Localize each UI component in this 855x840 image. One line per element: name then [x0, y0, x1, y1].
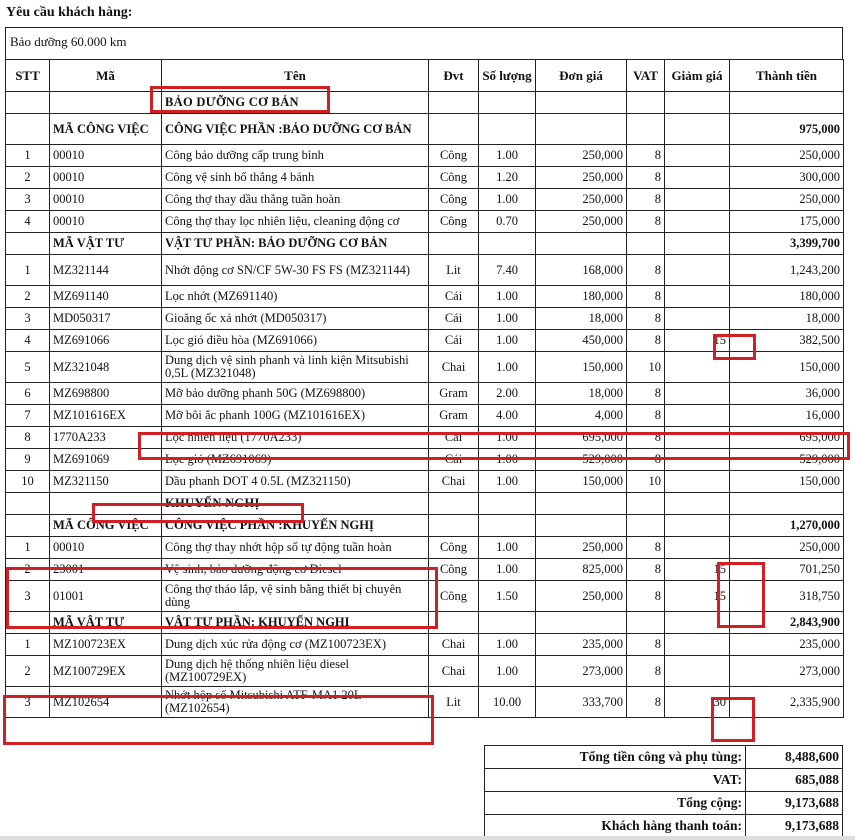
col-ten: Tên	[162, 60, 429, 92]
cell-qty: 1.00	[479, 145, 536, 167]
cell-price: 18,000	[536, 383, 627, 405]
table-row	[6, 427, 844, 449]
cell-total: 18,000	[730, 308, 844, 330]
cell-dvt: Công	[429, 189, 479, 211]
empty-cell	[627, 612, 665, 634]
cell-dvt: Công	[429, 211, 479, 233]
cell-vat: 8	[627, 559, 665, 581]
cell-stt: 1	[6, 145, 50, 167]
vat-value: 685,088	[746, 769, 843, 792]
cell-stt: 2	[6, 167, 50, 189]
cell-stt: 3	[6, 308, 50, 330]
cell-ma: MZ102654	[50, 687, 162, 718]
cell-discount	[665, 167, 730, 189]
cell-ten: Dung dịch hệ thống nhiên liệu diesel (MZ100729EX)	[162, 656, 429, 687]
cell-dvt: Công	[429, 145, 479, 167]
cell-qty: 2.00	[479, 383, 536, 405]
group-name: VẬT TƯ PHẦN: BẢO DƯỠNG CƠ BẢN	[162, 233, 429, 255]
empty-cell	[627, 233, 665, 255]
empty-cell	[627, 92, 665, 114]
cell-qty: 1.20	[479, 167, 536, 189]
cell-qty: 1.00	[479, 352, 536, 383]
cell-stt: 1	[6, 537, 50, 559]
cell-total: 701,250	[730, 559, 844, 581]
cell-price: 250,000	[536, 189, 627, 211]
cell-ten: Gioăng ốc xả nhớt (MD050317)	[162, 308, 429, 330]
total-label: Tổng cộng:	[485, 792, 746, 815]
cell-price: 250,000	[536, 145, 627, 167]
empty-cell	[429, 515, 479, 537]
cell-qty: 1.00	[479, 634, 536, 656]
empty-cell	[6, 92, 50, 114]
cell-dvt: Công	[429, 581, 479, 612]
group-total: 2,843,900	[730, 612, 844, 634]
empty-cell	[730, 493, 844, 515]
cell-dvt: Chai	[429, 352, 479, 383]
cell-qty: 7.40	[479, 255, 536, 286]
empty-cell	[665, 92, 730, 114]
table-row	[6, 471, 844, 493]
cell-qty: 1.00	[479, 471, 536, 493]
cell-total: 16,000	[730, 405, 844, 427]
vat-label: VAT:	[485, 769, 746, 792]
cell-dvt: Cái	[429, 449, 479, 471]
cell-total: 36,000	[730, 383, 844, 405]
cell-ten: Công thợ thay lọc nhiên liệu, cleaning động cơ	[162, 211, 429, 233]
cell-ten: Dung dịch xúc rửa động cơ (MZ100723EX)	[162, 634, 429, 656]
cell-total: 695,000	[730, 427, 844, 449]
cell-dvt: Chai	[429, 634, 479, 656]
cell-discount	[665, 308, 730, 330]
cell-total: 2,335,900	[730, 687, 844, 718]
empty-cell	[479, 114, 536, 145]
empty-cell	[479, 493, 536, 515]
subtotal-label: Tổng tiền công và phụ tùng:	[485, 746, 746, 769]
cell-ten: Nhớt động cơ SN/CF 5W-30 FS FS (MZ321144)	[162, 255, 429, 286]
cell-price: 273,000	[536, 656, 627, 687]
cell-price: 333,700	[536, 687, 627, 718]
table-row	[6, 167, 844, 189]
cell-ten: Công thợ tháo lắp, vệ sinh bằng thiết bị chuyên dùng	[162, 581, 429, 612]
cell-vat: 8	[627, 687, 665, 718]
section-title-row	[6, 493, 844, 515]
cell-discount	[665, 634, 730, 656]
cell-dvt: Lit	[429, 255, 479, 286]
cell-stt: 2	[6, 559, 50, 581]
cell-total: 318,750	[730, 581, 844, 612]
cell-ma: MZ101616EX	[50, 405, 162, 427]
cell-dvt: Công	[429, 167, 479, 189]
cell-vat: 8	[627, 634, 665, 656]
summary-table	[484, 745, 843, 838]
cell-price: 235,000	[536, 634, 627, 656]
labor-group-header	[6, 515, 844, 537]
cell-qty: 10.00	[479, 687, 536, 718]
cell-price: 18,000	[536, 308, 627, 330]
table-row	[6, 537, 844, 559]
cell-discount: 15	[665, 330, 730, 352]
cell-total: 150,000	[730, 471, 844, 493]
cell-stt: 10	[6, 471, 50, 493]
cell-stt: 3	[6, 189, 50, 211]
cell-ma: 00010	[50, 211, 162, 233]
group-code-label: MÃ CÔNG VIỆC	[50, 114, 162, 145]
cell-vat: 8	[627, 383, 665, 405]
cell-qty: 1.00	[479, 308, 536, 330]
cell-ma: MZ321150	[50, 471, 162, 493]
pay-value: 9,173,688	[746, 815, 843, 838]
cell-price: 250,000	[536, 537, 627, 559]
col-discount: Giảm giá	[665, 60, 730, 92]
section-title: BẢO DƯỠNG CƠ BẢN	[162, 92, 429, 114]
cell-dvt: Công	[429, 537, 479, 559]
table-row	[6, 687, 844, 718]
col-stt: STT	[6, 60, 50, 92]
cell-stt: 1	[6, 634, 50, 656]
header-row	[6, 60, 844, 92]
cell-stt: 1	[6, 255, 50, 286]
cell-qty: 1.00	[479, 656, 536, 687]
cell-vat: 8	[627, 167, 665, 189]
group-total: 3,399,700	[730, 233, 844, 255]
cell-vat: 8	[627, 427, 665, 449]
cell-ten: Mỡ bôi ắc phanh 100G (MZ101616EX)	[162, 405, 429, 427]
cell-ten: Công bảo dưỡng cấp trung bình	[162, 145, 429, 167]
col-price: Đơn giá	[536, 60, 627, 92]
summary-vat-row	[485, 769, 843, 792]
cell-discount	[665, 405, 730, 427]
cell-stt: 9	[6, 449, 50, 471]
cell-ma: 00010	[50, 145, 162, 167]
empty-cell	[665, 233, 730, 255]
cell-stt: 8	[6, 427, 50, 449]
cell-total: 250,000	[730, 189, 844, 211]
cell-stt: 2	[6, 286, 50, 308]
empty-cell	[536, 515, 627, 537]
group-name: VẬT TƯ PHẦN: KHUYẾN NGHỊ	[162, 612, 429, 634]
table-row	[6, 559, 844, 581]
cell-ten: Lọc gió (MZ691069)	[162, 449, 429, 471]
page-bottom-edge	[0, 836, 855, 840]
section-title-row	[6, 92, 844, 114]
cell-qty: 1.50	[479, 581, 536, 612]
table-row	[6, 634, 844, 656]
cell-price: 150,000	[536, 352, 627, 383]
cell-qty: 1.00	[479, 189, 536, 211]
cell-qty: 1.00	[479, 286, 536, 308]
empty-cell	[536, 114, 627, 145]
cell-qty: 1.00	[479, 559, 536, 581]
cell-stt: 4	[6, 330, 50, 352]
cell-vat: 8	[627, 405, 665, 427]
cell-dvt: Cái	[429, 286, 479, 308]
cell-discount	[665, 427, 730, 449]
request-value: Bảo dưỡng 60.000 km	[5, 27, 843, 59]
empty-cell	[665, 612, 730, 634]
pay-label: Khách hàng thanh toán:	[485, 815, 746, 838]
cell-total: 235,000	[730, 634, 844, 656]
table-row	[6, 352, 844, 383]
cell-price: 695,000	[536, 427, 627, 449]
cell-discount	[665, 352, 730, 383]
cell-discount: 15	[665, 581, 730, 612]
cell-ma: 01001	[50, 581, 162, 612]
empty-cell	[479, 612, 536, 634]
cell-ma: MZ691069	[50, 449, 162, 471]
empty-cell	[6, 612, 50, 634]
cell-price: 180,000	[536, 286, 627, 308]
cell-discount	[665, 537, 730, 559]
cell-ma: MD050317	[50, 308, 162, 330]
cell-stt: 5	[6, 352, 50, 383]
cell-vat: 8	[627, 255, 665, 286]
cell-ten: Nhớt hộp số Mitsubishi ATF-MA1 20L (MZ102654)	[162, 687, 429, 718]
cell-vat: 8	[627, 211, 665, 233]
cell-dvt: Lit	[429, 687, 479, 718]
table-row	[6, 383, 844, 405]
cell-dvt: Gram	[429, 405, 479, 427]
cell-ma: 1770A233	[50, 427, 162, 449]
col-ma: Mã	[50, 60, 162, 92]
empty-cell	[6, 114, 50, 145]
cell-ma: 00010	[50, 167, 162, 189]
cell-ma: MZ691066	[50, 330, 162, 352]
cell-price: 529,000	[536, 449, 627, 471]
table-row	[6, 255, 844, 286]
cell-stt: 3	[6, 687, 50, 718]
cell-discount: 30	[665, 687, 730, 718]
empty-cell	[429, 612, 479, 634]
cell-price: 150,000	[536, 471, 627, 493]
labor-group-header	[6, 114, 844, 145]
cell-qty: 1.00	[479, 449, 536, 471]
empty-cell	[665, 493, 730, 515]
table-row	[6, 211, 844, 233]
cell-discount	[665, 211, 730, 233]
cell-discount	[665, 449, 730, 471]
request-label: Yêu cầu khách hàng:	[6, 5, 133, 20]
cell-ma: MZ698800	[50, 383, 162, 405]
cell-qty: 1.00	[479, 537, 536, 559]
group-code-label: MÃ VẬT TƯ	[50, 233, 162, 255]
cell-total: 180,000	[730, 286, 844, 308]
cell-total: 175,000	[730, 211, 844, 233]
cell-price: 250,000	[536, 211, 627, 233]
cell-ten: Lọc gió điều hòa (MZ691066)	[162, 330, 429, 352]
table-row	[6, 145, 844, 167]
cell-ten: Công vệ sinh bố thắng 4 bánh	[162, 167, 429, 189]
cell-dvt: Cái	[429, 330, 479, 352]
cell-vat: 10	[627, 471, 665, 493]
cell-discount: 15	[665, 559, 730, 581]
empty-cell	[429, 233, 479, 255]
table-row	[6, 581, 844, 612]
cell-price: 4,000	[536, 405, 627, 427]
parts-group-header	[6, 612, 844, 634]
empty-cell	[429, 493, 479, 515]
cell-vat: 8	[627, 537, 665, 559]
table-row	[6, 405, 844, 427]
group-code-label: MÃ VẬT TƯ	[50, 612, 162, 634]
empty-cell	[665, 515, 730, 537]
cell-ten: Công thợ thay nhớt hộp số tự động tuần hoàn	[162, 537, 429, 559]
cell-qty: 0.70	[479, 211, 536, 233]
cell-total: 150,000	[730, 352, 844, 383]
group-total: 1,270,000	[730, 515, 844, 537]
cell-qty: 1.00	[479, 330, 536, 352]
table-row	[6, 286, 844, 308]
cell-vat: 8	[627, 308, 665, 330]
total-value: 9,173,688	[746, 792, 843, 815]
cell-ma: MZ321048	[50, 352, 162, 383]
cell-dvt: Cái	[429, 308, 479, 330]
cell-total: 1,243,200	[730, 255, 844, 286]
subtotal-value: 8,488,600	[746, 746, 843, 769]
empty-cell	[6, 493, 50, 515]
group-name: CÔNG VIỆC PHẦN :KHUYẾN NGHỊ	[162, 515, 429, 537]
empty-cell	[429, 114, 479, 145]
group-total: 975,000	[730, 114, 844, 145]
table-row	[6, 449, 844, 471]
empty-cell	[6, 233, 50, 255]
cell-discount	[665, 286, 730, 308]
table-row	[6, 189, 844, 211]
empty-cell	[627, 493, 665, 515]
table-row	[6, 656, 844, 687]
cell-qty: 1.00	[479, 427, 536, 449]
cell-discount	[665, 255, 730, 286]
empty-cell	[479, 515, 536, 537]
empty-cell	[536, 493, 627, 515]
cell-ma: MZ691140	[50, 286, 162, 308]
cell-ten: Mỡ bảo dưỡng phanh 50G (MZ698800)	[162, 383, 429, 405]
empty-cell	[50, 92, 162, 114]
cell-qty: 4.00	[479, 405, 536, 427]
cell-dvt: Chai	[429, 471, 479, 493]
cell-vat: 8	[627, 449, 665, 471]
empty-cell	[536, 612, 627, 634]
cell-dvt: Cái	[429, 427, 479, 449]
cell-total: 300,000	[730, 167, 844, 189]
empty-cell	[479, 233, 536, 255]
cell-ten: Dầu phanh DOT 4 0.5L (MZ321150)	[162, 471, 429, 493]
col-qty: Số lượng	[479, 60, 536, 92]
cell-total: 273,000	[730, 656, 844, 687]
cell-discount	[665, 189, 730, 211]
cell-stt: 2	[6, 656, 50, 687]
empty-cell	[627, 515, 665, 537]
empty-cell	[50, 493, 162, 515]
empty-cell	[536, 92, 627, 114]
cell-dvt: Gram	[429, 383, 479, 405]
cell-vat: 8	[627, 656, 665, 687]
col-total: Thành tiền	[730, 60, 844, 92]
cell-ten: Dung dịch vệ sinh phanh và linh kiện Mitsubishi 0,5L (MZ321048)	[162, 352, 429, 383]
cell-price: 250,000	[536, 167, 627, 189]
cell-ten: Công thợ thay dầu thắng tuần hoàn	[162, 189, 429, 211]
quote-table	[5, 59, 844, 718]
cell-discount	[665, 471, 730, 493]
cell-vat: 8	[627, 330, 665, 352]
cell-price: 250,000	[536, 581, 627, 612]
cell-stt: 6	[6, 383, 50, 405]
cell-ma: MZ100729EX	[50, 656, 162, 687]
cell-vat: 10	[627, 352, 665, 383]
group-name: CÔNG VIỆC PHẦN :BẢO DƯỠNG CƠ BẢN	[162, 114, 429, 145]
group-code-label: MÃ CÔNG VIỆC	[50, 515, 162, 537]
cell-ten: Vệ sinh, bảo dưỡng động cơ Diesel	[162, 559, 429, 581]
cell-ma: MZ100723EX	[50, 634, 162, 656]
table-row	[6, 308, 844, 330]
col-vat: VAT	[627, 60, 665, 92]
cell-price: 168,000	[536, 255, 627, 286]
col-dvt: Đvt	[429, 60, 479, 92]
cell-ma: MZ321144	[50, 255, 162, 286]
cell-ma: 00010	[50, 189, 162, 211]
cell-total: 529,000	[730, 449, 844, 471]
empty-cell	[429, 92, 479, 114]
cell-total: 250,000	[730, 537, 844, 559]
summary-pay-row	[485, 815, 843, 838]
cell-vat: 8	[627, 189, 665, 211]
empty-cell	[730, 92, 844, 114]
empty-cell	[627, 114, 665, 145]
cell-stt: 7	[6, 405, 50, 427]
table-row	[6, 330, 844, 352]
cell-discount	[665, 656, 730, 687]
parts-group-header	[6, 233, 844, 255]
cell-total: 382,500	[730, 330, 844, 352]
cell-discount	[665, 383, 730, 405]
cell-stt: 3	[6, 581, 50, 612]
cell-vat: 8	[627, 145, 665, 167]
cell-ten: Lọc nhiên liệu (1770A233)	[162, 427, 429, 449]
cell-ma: 00010	[50, 537, 162, 559]
cell-vat: 8	[627, 581, 665, 612]
cell-total: 250,000	[730, 145, 844, 167]
cell-price: 825,000	[536, 559, 627, 581]
cell-ten: Lọc nhớt (MZ691140)	[162, 286, 429, 308]
summary-total-row	[485, 792, 843, 815]
summary-subtotal-row	[485, 746, 843, 769]
cell-stt: 4	[6, 211, 50, 233]
section-title: KHUYẾN NGHỊ	[162, 493, 429, 515]
cell-vat: 8	[627, 286, 665, 308]
cell-discount	[665, 145, 730, 167]
empty-cell	[536, 233, 627, 255]
cell-dvt: Công	[429, 559, 479, 581]
cell-price: 450,000	[536, 330, 627, 352]
cell-ma: 23001	[50, 559, 162, 581]
empty-cell	[6, 515, 50, 537]
empty-cell	[479, 92, 536, 114]
empty-cell	[665, 114, 730, 145]
cell-dvt: Chai	[429, 656, 479, 687]
